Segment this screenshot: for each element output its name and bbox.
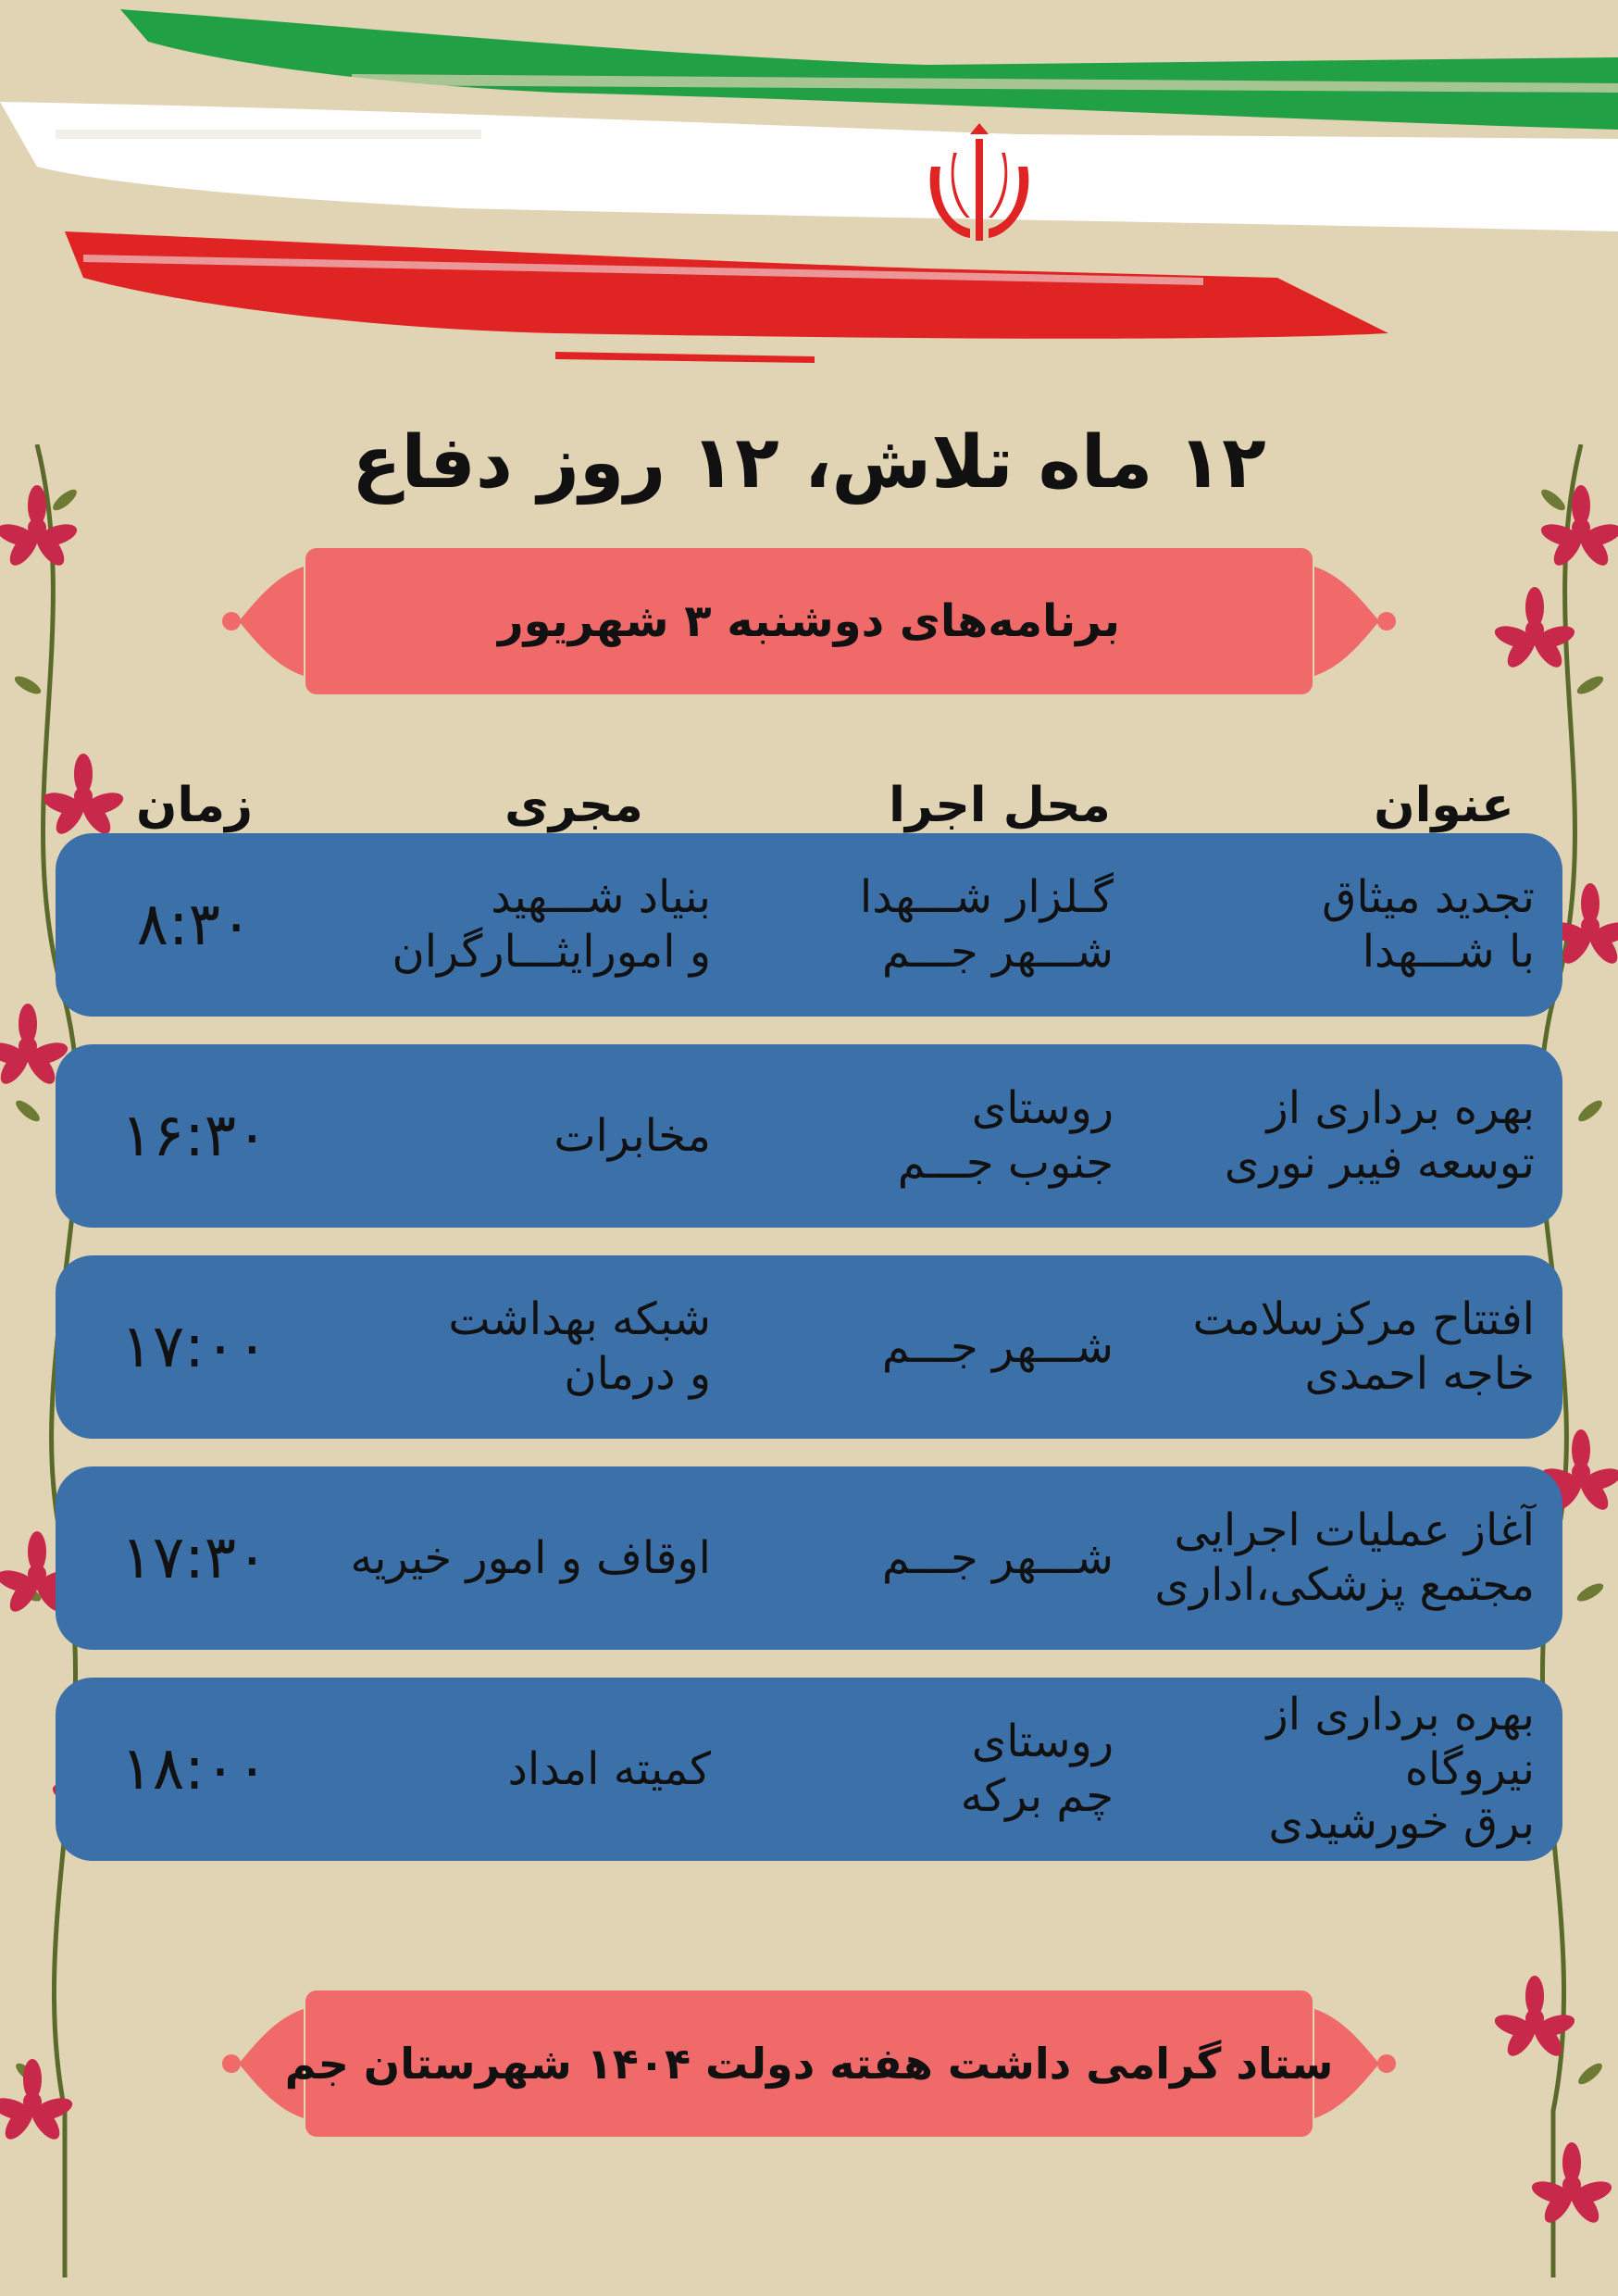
row-title: تجدید میثاق با شـــهدا bbox=[1322, 871, 1535, 978]
table-row bbox=[56, 1044, 1562, 1228]
footer-banner-text: ستاد گرامی داشت هفته دولت ۱۴۰۴ شهرستان جم bbox=[284, 2039, 1334, 2089]
header-host: مجری bbox=[504, 778, 643, 833]
row-title: بهره برداری از توسعه فیبر نوری bbox=[1224, 1082, 1535, 1189]
footer-banner bbox=[220, 1990, 1398, 2137]
table-row bbox=[56, 1466, 1562, 1650]
row-title: بهره برداری از نیروگاه برق خورشیدی bbox=[1266, 1689, 1535, 1850]
poster-title: ۱۲ ماه تلاش، ۱۲ روز دفاع bbox=[352, 421, 1266, 505]
iran-flag-brushstroke bbox=[0, 0, 1618, 407]
header-time: زمان bbox=[135, 778, 254, 833]
table-header bbox=[0, 768, 1618, 842]
row-venue: روستای جنوب جـــم bbox=[897, 1082, 1114, 1189]
row-time: ۸:۳۰ bbox=[136, 890, 253, 959]
row-host: اوقاف و امور خیریه bbox=[350, 1531, 711, 1584]
row-title: افتتاح مرکزسلامت خاجه احمدی bbox=[1192, 1293, 1535, 1400]
row-venue: شـــهر جـــم bbox=[881, 1531, 1114, 1584]
table-row bbox=[56, 1678, 1562, 1861]
subtitle-banner-text: برنامه‌های دوشنبه ۳ شهریور bbox=[498, 595, 1120, 647]
header-venue: محل اجرا bbox=[889, 778, 1111, 833]
row-title: آغاز عملیات اجرایی مجتمع پزشکی،اداری bbox=[1154, 1504, 1535, 1611]
row-host: شبکه بهداشت و درمان bbox=[448, 1293, 711, 1400]
subtitle-banner bbox=[220, 548, 1398, 694]
row-time: ۱۸:۰۰ bbox=[120, 1734, 268, 1803]
row-time: ۱۷:۳۰ bbox=[120, 1523, 268, 1592]
header-title: عنوان bbox=[1374, 778, 1514, 833]
row-venue: گـلزار شـــهدا شـــهر جـــم bbox=[859, 871, 1114, 978]
row-host: بنیاد شـــهید و امورایثـــارگران bbox=[392, 871, 711, 978]
table-row bbox=[56, 1255, 1562, 1439]
row-host: کمیته امداد bbox=[507, 1742, 711, 1795]
table-row bbox=[56, 833, 1562, 1017]
row-venue: روستای چم برکه bbox=[960, 1716, 1114, 1822]
flag-red-stroke bbox=[65, 231, 1388, 363]
row-time: ۱۷:۰۰ bbox=[120, 1312, 268, 1381]
row-time: ۱۶:۳۰ bbox=[120, 1101, 268, 1170]
row-venue: شـــهر جـــم bbox=[881, 1320, 1114, 1373]
row-host: مخابرات bbox=[554, 1109, 711, 1162]
